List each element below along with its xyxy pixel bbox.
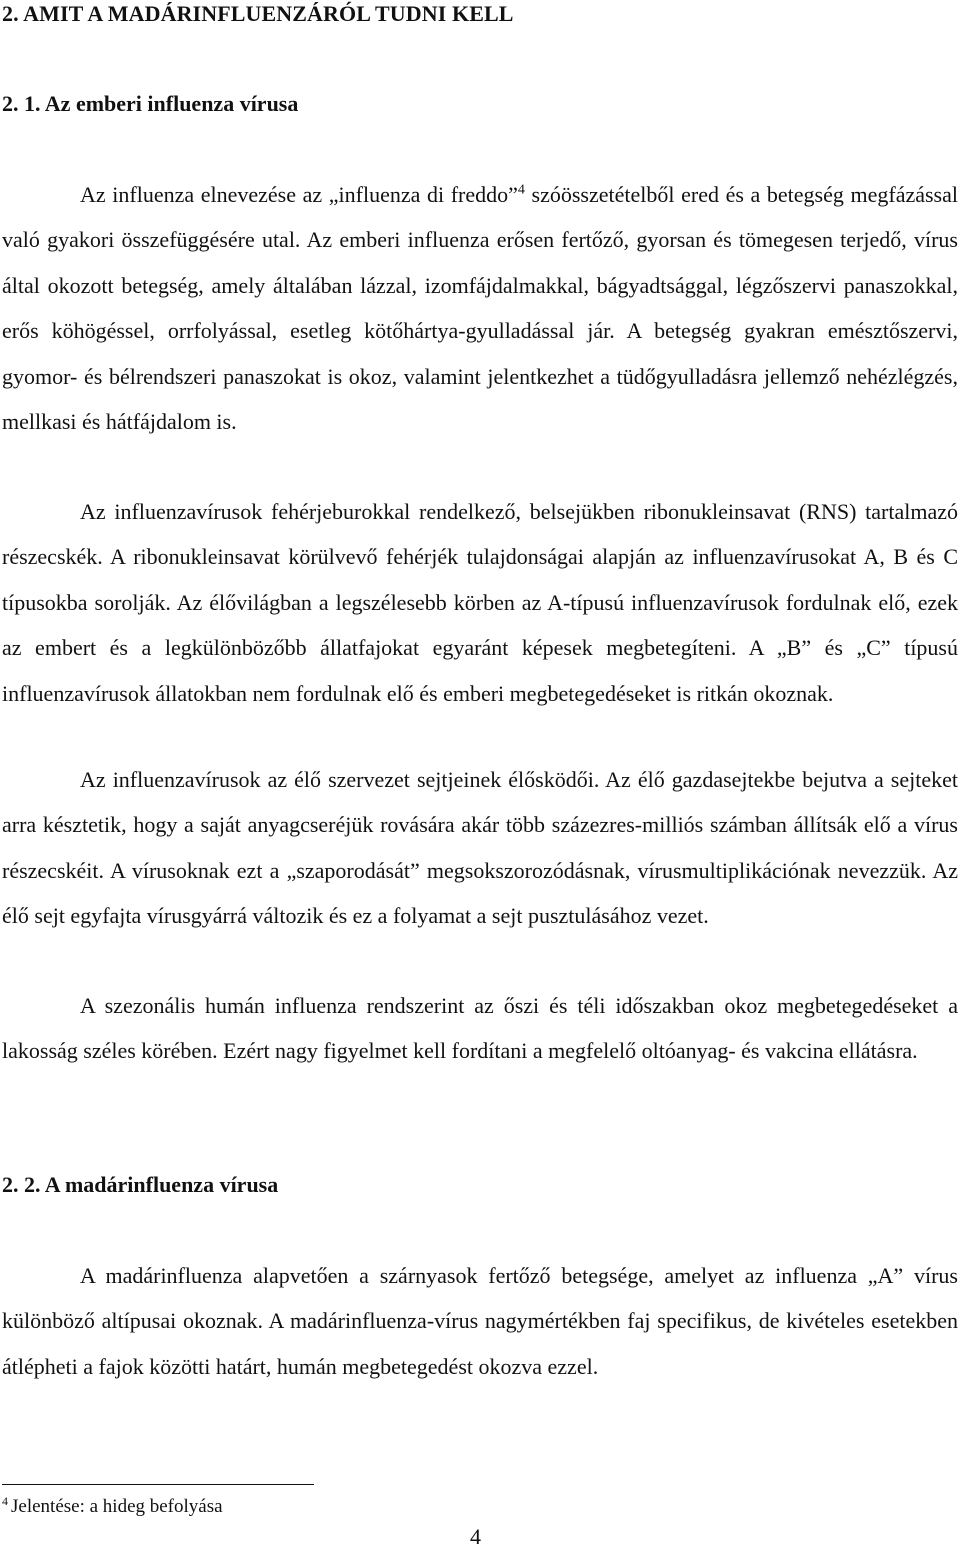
footnote-mark: 4 (2, 1493, 8, 1508)
footnote (2, 1493, 223, 1518)
chapter-heading: 2. AMIT A MADÁRINFLUENZÁRÓL TUDNI KELL (2, 1, 514, 26)
footnote-divider (2, 1484, 314, 1485)
paragraph-avian-influenza: A madárinfluenza alapvetően a szárnyasok fertőző betegsége, amelyet az influenza „A” vírus különböző altípusai okoznak. A madárinfluenza-vírus nagymértékben faj specifikus, de kivételes esetekben átlépheti a fajok közötti határt, humán megbetegedést okozva ezzel. (2, 1263, 958, 1379)
paragraph-text: szóösszetételből ered és a betegség megfázással való gyakori összefüggésére utal. Az emberi influenza erősen fertőző, gyorsan és tömegesen terjedő, vírus által okozott betegség, amely általában lázzal, izomfájdalmakkal, bágyadtsággal, légzőszervi panaszokkal, erős köhögéssel, orrfolyással, esetleg kötőhártya-gyulladással jár. A betegség gyakran emésztőszervi, gyomor- és bélrendszeri panaszokat is okoz, valamint jelentkezhet a tüdőgyulladásra jellemző nehézlégzés, mellkasi és hátfájdalom is. (2, 182, 958, 435)
paragraph-virus-types: Az influenzavírusok fehérjeburokkal rendelkező, belsejükben ribonukleinsavat (RNS) tartalmazó részecskék. A ribonukleinsavat körülvevő fehérjék tulajdonságai alapján az influenzavírusokat A, B és C típusokba sorolják. Az élővilágban a legszélesebb körben az A-típusú influenzavírusok fordulnak elő, ezek az embert és a legkülönbözőbb állatfajokat egyaránt képesek megbetegíteni. A „B” és „C” típusú influenzavírusok állatokban nem fordulnak elő és emberi megbetegedéseket is ritkán okoznak. (2, 499, 958, 706)
section-heading-human-influenza: 2. 1. Az emberi influenza vírusa (2, 91, 299, 116)
footnote-text: Jelentése: a hideg befolyása (11, 1496, 223, 1517)
page-number: 4 (470, 1524, 481, 1549)
paragraph-influenza-definition (2, 172, 958, 444)
paragraph-seasonal-influenza: A szezonális humán influenza rendszerint az őszi és téli időszakban okoz megbetegedéseket a lakosság széles körében. Ezért nagy figyelmet kell fordítani a megfelelő oltóanyag- és vakcina ellátásra. (2, 993, 958, 1064)
footnote-reference: 4 (517, 182, 525, 198)
paragraph-text: Az influenza elnevezése az „influenza di freddo” (80, 182, 518, 207)
section-heading-avian-influenza: 2. 2. A madárinfluenza vírusa (2, 1172, 279, 1197)
paragraph-virus-replication: Az influenzavírusok az élő szervezet sejtjeinek élősködői. Az élő gazdasejtekbe bejutva a sejteket arra késztetik, hogy a saját anyagcseréjük rovására akár több százezres-milliós számban állítsák elő a vírus részecskéit. A vírusoknak ezt a „szaporodását” megsokszorozódásnak, vírusmultiplikációnak nevezzük. Az élő sejt egyfajta vírusgyárrá változik és ez a folyamat a sejt pusztulásához vezet. (2, 767, 958, 929)
